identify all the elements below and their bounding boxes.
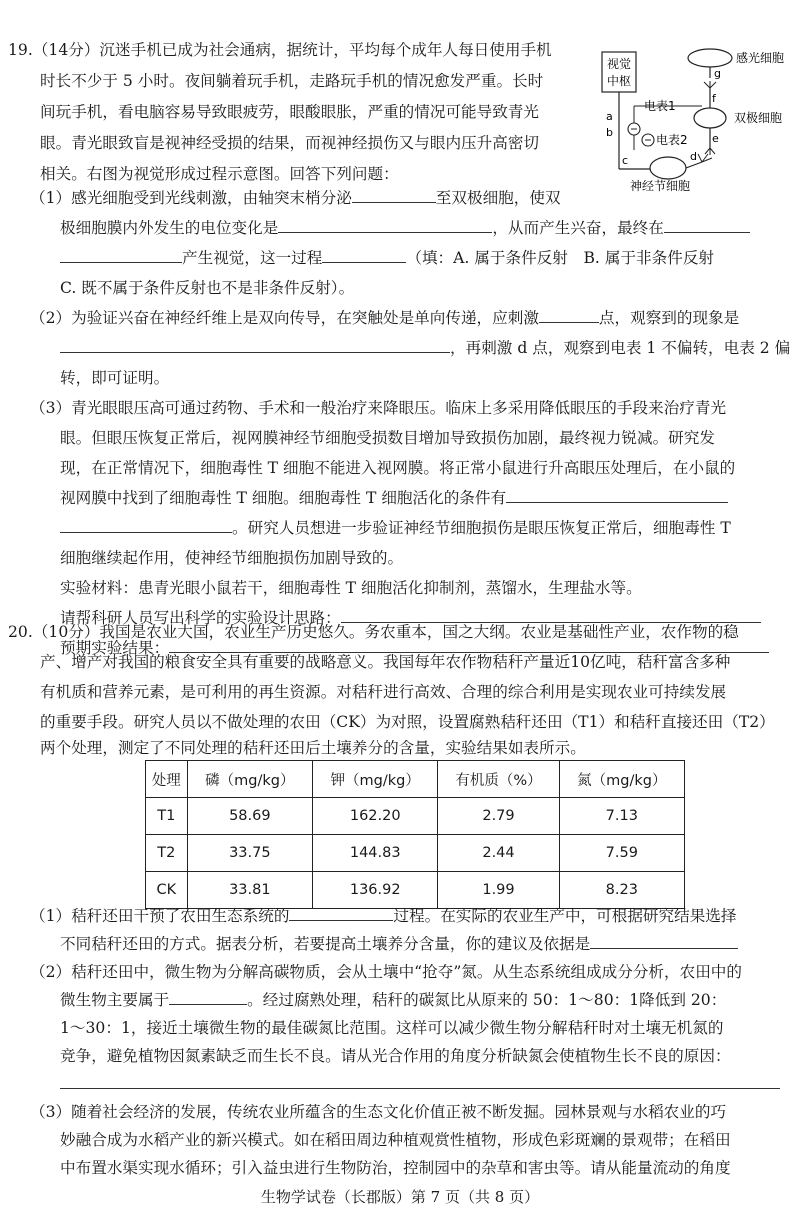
q20-line-3: 有机质和营养元素，是可利用的再生资源。对秸秆进行高效、合理的综合利用是实现农业可持续发展 — [40, 683, 727, 701]
q19-p2-line-3: 转，即可证明。 — [60, 369, 170, 387]
q19-p1-line-4: C. 既不属于条件反射也不是非条件反射）。 — [60, 279, 355, 297]
answer-blank[interactable] — [506, 488, 728, 503]
q19-line-4: 眼。青光眼致盲是视神经受损的结果，而视神经损伤又与眼内压升高密切 — [40, 134, 540, 152]
visual-pathway-diagram — [598, 44, 798, 194]
q19-p3-line-4: 视网膜中找到了细胞毒性 T 细胞。细胞毒性 T 细胞活化的条件有 — [60, 488, 728, 508]
q20-line-2: 产、增产对我国的粮食安全具有重要的战略意义。我国每年农作物秸秆产量近10亿吨，秸秆富含多种 — [40, 653, 731, 671]
table-header-row — [146, 761, 685, 798]
answer-blank[interactable] — [60, 518, 232, 533]
q20-p2-line-3: 1～30：1，接近土壤微生物的最佳碳氮比范围。这样可以减少微生物分解秸秆时对土壤无机氮的 — [60, 1019, 724, 1037]
table-header-cell: 处理 — [146, 761, 188, 798]
q19-p3-line-6: 细胞继续起作用，使神经节细胞损伤加剧导致的。 — [60, 549, 404, 567]
table-cell: 1.99 — [438, 872, 559, 909]
q20-p3-line-3: 中布置水渠实现水循环；引入益虫进行生物防治，控制园中的杂草和害虫等。请从能量流动的角度 — [60, 1159, 731, 1177]
table-header-cell: 钾（mg/kg） — [313, 761, 438, 798]
q20-p2-line-2: 微生物主要属于 。经过腐熟处理，秸秆的碳氮比从原来的 50：1～80：1降低到 20： — [60, 991, 727, 1009]
q20-p1-line-2: 不同秸秆还田的方式。据表分析，若要提高土壤养分含量，你的建议及依据是 — [60, 934, 738, 954]
table-cell: 7.13 — [559, 798, 684, 835]
q20-p1-line-1: （1）秸秆还田干预了农田生态系统的 过程。在实际的农业生产中，可根据研究结果选择 — [30, 907, 737, 925]
q20-p2-answer-line — [60, 1074, 780, 1094]
label-meter-2: 电表2 — [656, 133, 688, 147]
table-row — [146, 835, 685, 872]
q19-p3-line-5: 。研究人员想进一步验证神经节细胞损伤是眼压恢复正常后，细胞毒性 T — [60, 518, 731, 538]
q19-p3-line-1: （3）青光眼眼压高可通过药物、手术和一般治疗来降眼压。临床上多采用降低眼压的手段来治疗青光 — [30, 399, 727, 417]
table-row — [146, 872, 685, 909]
point-e: e — [712, 132, 719, 145]
q19-line-1: 19.（14分）沉迷手机已成为社会通病，据统计，平均每个成年人每日使用手机 — [8, 41, 552, 59]
q20-p2-line-4: 竞争，避免植物因氮素缺乏而生长不良。请从光合作用的角度分析缺氮会使植物生长不良的原因： — [60, 1047, 731, 1065]
answer-blank[interactable] — [60, 248, 182, 263]
q20-p3-line-2: 妙融合成为水稻产业的新兴模式。如在稻田周边种植观赏性植物，形成色彩斑斓的景观带；在稻田 — [60, 1131, 731, 1149]
q19-line-5: 相关。右图为视觉形成过程示意图。回答下列问题： — [40, 165, 399, 183]
label-ganglion: 神经节细胞 — [630, 179, 691, 193]
visual-center-label-1: 视觉 — [606, 57, 632, 71]
table-cell: 7.59 — [559, 835, 684, 872]
q19-line-3: 间玩手机，看电脑容易导致眼疲劳，眼酸眼胀，严重的情况可能导致青光 — [40, 103, 540, 121]
table-header-cell: 氮（mg/kg） — [559, 761, 684, 798]
answer-blank[interactable] — [664, 218, 750, 233]
q20-line-5: 两个处理，测定了不同处理的秸秆还田后土壤养分的含量，实验结果如表所示。 — [40, 739, 586, 757]
table-cell: CK — [146, 872, 188, 909]
answer-blank[interactable] — [169, 990, 247, 1005]
q20-p3-line-1: （3）随着社会经济的发展，传统农业所蕴含的生态文化价值正被不断发掘。园林景观与水稻农业的巧 — [30, 1103, 727, 1121]
table-row — [146, 798, 685, 835]
point-d: d — [690, 150, 697, 163]
answer-blank[interactable] — [590, 934, 738, 949]
table-cell: 8.23 — [559, 872, 684, 909]
q20-p2-line-1: （2）秸秆还田中，微生物为分解高碳物质，会从土壤中“抢夺”氮。从生态系统组成成分分析，农田中的 — [30, 963, 742, 981]
table-cell: T2 — [146, 835, 188, 872]
q19-p1-line-2: 极细胞膜内外发生的电位变化是 ，从而产生兴奋，最终在 — [60, 218, 750, 238]
table-cell: T1 — [146, 798, 188, 835]
point-a: a — [606, 110, 613, 123]
visual-center-label-2: 中枢 — [606, 74, 632, 88]
q19-p2-line-1: （2）为验证兴奋在神经纤维上是双向传导，在突触处是单向传递，应刺激 点，观察到的现象是 — [30, 309, 740, 327]
answer-blank[interactable] — [352, 188, 436, 203]
answer-blank[interactable] — [60, 338, 450, 353]
label-meter-1: 电表1 — [644, 99, 676, 113]
q19-p3-line-8: 请帮科研人员写出科学的实验设计思路： — [60, 608, 761, 628]
q19-p1-line-1: （1）感光细胞受到光线刺激，由轴突末梢分泌 至双极细胞，使双 — [30, 189, 561, 207]
table-cell: 144.83 — [313, 835, 438, 872]
answer-blank[interactable] — [322, 248, 406, 263]
label-bipolar: 双极细胞 — [734, 111, 783, 125]
point-f: f — [712, 92, 716, 105]
table-cell: 2.44 — [438, 835, 559, 872]
q20-line-4: 的重要手段。研究人员以不做处理的农田（CK）为对照，设置腐熟秸秆还田（T1）和秸秆直接还田（T2） — [40, 713, 775, 731]
label-photoreceptor: 感光细胞 — [736, 51, 785, 65]
photoreceptor-cell-body — [688, 49, 732, 67]
table-cell: 2.79 — [438, 798, 559, 835]
answer-blank[interactable] — [341, 608, 761, 623]
answer-blank[interactable] — [539, 308, 599, 323]
q19-p2-line-2: ，再刺激 d 点，观察到电表 1 不偏转，电表 2 偏 — [60, 338, 790, 358]
page-footer: 生物学试卷（长郡版）第 7 页（共 8 页） — [260, 1188, 540, 1206]
table-header-cell: 有机质（%） — [438, 761, 559, 798]
q19-p3-line-7: 实验材料：患青光眼小鼠若干，细胞毒性 T 细胞活化抑制剂，蒸馏水，生理盐水等。 — [60, 579, 642, 597]
answer-blank[interactable] — [278, 218, 492, 233]
table-cell: 136.92 — [313, 872, 438, 909]
q19-p1-line-3: 产生视觉，这一过程 （填：A. 属于条件反射 B. 属于非条件反射 — [60, 248, 714, 268]
table-header-cell: 磷（mg/kg） — [187, 761, 312, 798]
q19-p3-line-9: 预期实验结果： — [60, 638, 769, 658]
answer-blank[interactable] — [60, 1074, 780, 1089]
point-c: c — [622, 154, 629, 167]
q19-p3-line-3: 现，在正常情况下，细胞毒性 T 细胞不能进入视网膜。将正常小鼠进行升高眼压处理后，在小鼠的 — [60, 459, 736, 477]
table-cell: 58.69 — [187, 798, 312, 835]
point-b: b — [606, 126, 613, 139]
ganglion-cell-body — [650, 157, 686, 179]
table-cell: 33.81 — [187, 872, 312, 909]
table-cell: 162.20 — [313, 798, 438, 835]
q19-line-2: 时长不少于 5 小时。夜间躺着玩手机，走路玩手机的情况愈发严重。长时 — [40, 72, 544, 90]
table-cell: 33.75 — [187, 835, 312, 872]
q19-p3-line-2: 眼。但眼压恢复正常后，视网膜神经节细胞受损数目增加导致损伤加剧，最终视力锐减。研究发 — [60, 429, 715, 447]
bipolar-cell-body — [694, 108, 726, 128]
point-g: g — [714, 67, 721, 80]
soil-nutrient-table — [145, 760, 685, 909]
answer-blank[interactable] — [289, 906, 393, 921]
q20-line-1: 20.（10分）我国是农业大国，农业生产历史悠久。务农重本，国之大纲。农业是基础性产业，农作物的稳 — [8, 623, 739, 641]
